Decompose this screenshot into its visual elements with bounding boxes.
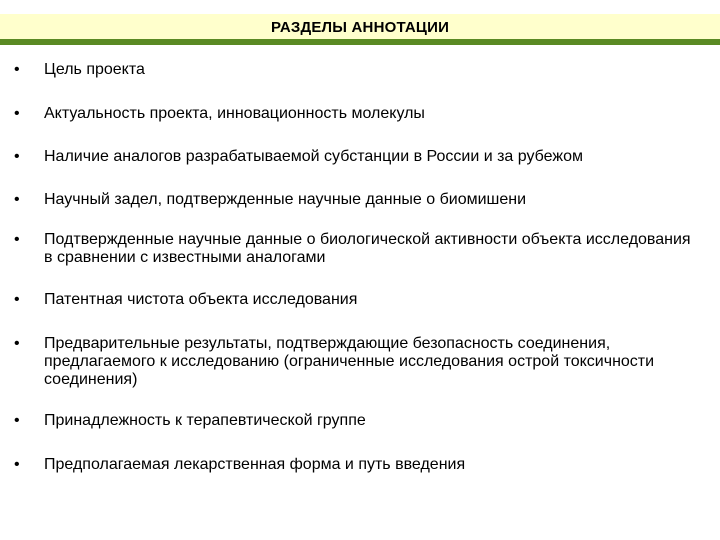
list-item-text: Принадлежность к терапевтической группе <box>44 412 366 429</box>
bullet-icon: • <box>14 105 20 122</box>
bullet-icon: • <box>14 148 20 165</box>
list-item-text: Предполагаемая лекарственная форма и путь введения <box>44 456 466 473</box>
bullet-icon: • <box>14 456 20 473</box>
list-item-text: Цель проекта <box>44 61 145 78</box>
list-item-text: Патентная чистота объекта исследования <box>44 291 358 308</box>
list-item-text: Предварительные результаты, подтверждающие безопасность соединения, предлагаемого к исследованию (ограниченные исследования острой токсичности соединения) <box>44 335 655 388</box>
slide-title: РАЗДЕЛЫ АННОТАЦИИ <box>270 19 450 36</box>
list-item-text: Подтвержденные научные данные о биологической активности объекта исследования в сравнении с известными аналогами <box>44 231 691 266</box>
bullet-icon: • <box>14 191 20 208</box>
bullet-icon: • <box>14 335 20 352</box>
list-item-text: Наличие аналогов разрабатываемой субстанции в России и за рубежом <box>44 148 583 165</box>
title-divider <box>0 39 720 45</box>
bullet-icon: • <box>14 291 20 308</box>
list-item-text: Актуальность проекта, инновационность молекулы <box>44 105 425 122</box>
bullet-icon: • <box>14 231 20 248</box>
bullet-icon: • <box>14 412 20 429</box>
bullet-icon: • <box>14 61 20 78</box>
list-item-text: Научный задел, подтвержденные научные данные о биомишени <box>44 191 527 208</box>
title-bar <box>0 14 720 41</box>
